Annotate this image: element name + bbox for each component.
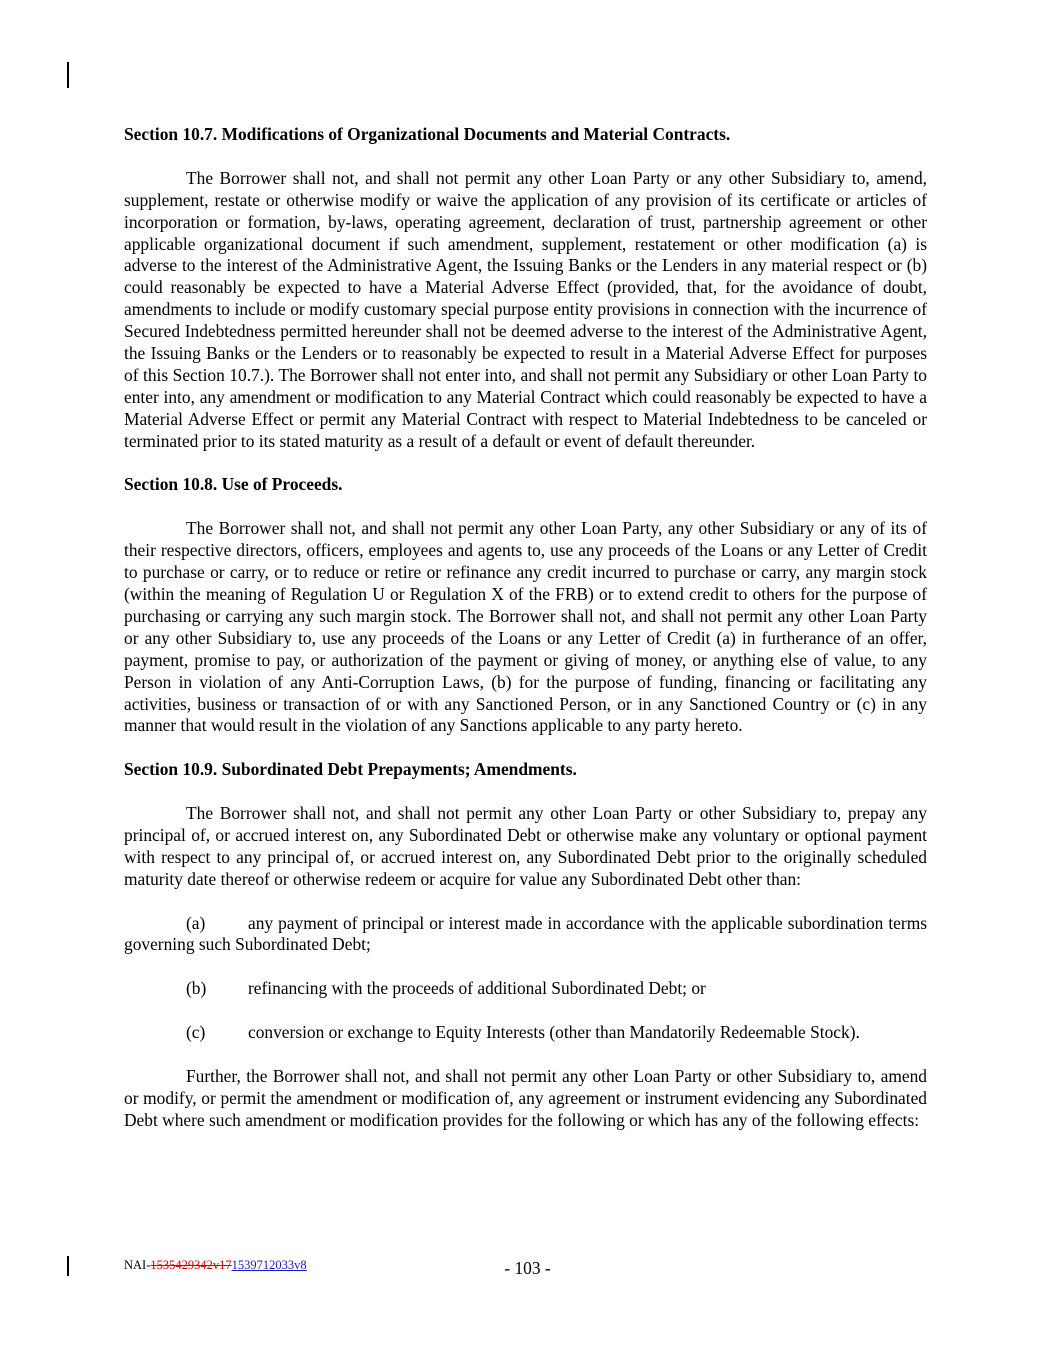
section-10-9-heading: Section 10.9. Subordinated Debt Prepayments; Amendments.: [124, 759, 577, 780]
list-marker: (a): [186, 912, 206, 933]
section-10-8-heading: Section 10.8. Use of Proceeds.: [124, 474, 343, 495]
doc-id-deleted: 1535429342v17: [150, 1258, 232, 1272]
section-10-9-paragraph: The Borrower shall not, and shall not permit any other Loan Party or other Subsidiary to, prepay any principal of, or accrued interest on, any Subordinated Debt or otherwise make any voluntary or optional payment with respect to any principal of, or accrued interest on, any Subordinated Debt prior to the originally scheduled maturity date thereof or otherwise redeem or acquire for value any Subordinated Debt other than:: [124, 803, 927, 889]
page-number: - 103 -: [504, 1258, 551, 1278]
list-marker: (b): [186, 978, 207, 999]
list-item-a: [124, 913, 927, 957]
list-item-text: conversion or exchange to Equity Interests (other than Mandatorily Redeemable Stock).: [248, 1022, 860, 1043]
doc-id-inserted: 1539712033v8: [231, 1258, 307, 1272]
section-10-8-paragraph: The Borrower shall not, and shall not permit any other Loan Party, any other Subsidiary or any of its of their respective directors, officers, employees and agents to, use any proceeds of the Loans or any Letter of Credit to purchase or carry, or to reduce or retire or refinance any credit incurred to purchase or carry, any margin stock (within the meaning of Regulation U or Regulation X of the FRB) or to extend credit to others for the purpose of purchasing or carrying any such margin stock. The Borrower shall not, and shall not permit any other Loan Party or any other Subsidiary to, use any proceeds of the Loans or any Letter of Credit (a) in furtherance of an offer, payment, promise to pay, or authorization of the payment or giving of money, or anything else of value, to any Person in violation of any Anti-Corruption Laws, (b) for the purpose of funding, financing or facilitating any activities, business or transaction of or with any Sanctioned Person, or in any Sanctioned Country or (c) in any manner that would result in the violation of any Sanctions applicable to any party hereto.: [124, 518, 927, 736]
list-item-text: any payment of principal or interest made in accordance with the applicable subordination terms governing such Subordinated Debt;: [124, 912, 927, 955]
document-page: [124, 124, 927, 1153]
doc-id-prefix: NAI-: [124, 1258, 151, 1272]
list-item-c: [124, 1022, 927, 1044]
list-item-text: refinancing with the proceeds of additional Subordinated Debt; or: [248, 978, 706, 999]
list-marker: (c): [186, 1022, 206, 1043]
section-10-9-paragraph-2: Further, the Borrower shall not, and shall not permit any other Loan Party or other Subsidiary to, amend or modify, or permit the amendment or modification of, any agreement or instrument evidencing any Subordinated Debt where such amendment or modification provides for the following or which has any of the following effects:: [124, 1065, 927, 1130]
change-bar-top: [67, 62, 69, 88]
section-10-7-heading: Section 10.7. Modifications of Organizational Documents and Material Contracts.: [124, 124, 731, 144]
section-10-7-paragraph: The Borrower shall not, and shall not permit any other Loan Party or any other Subsidiary to, amend, supplement, restate or otherwise modify or waive the application of any provision of its certificate or articles of incorporation or formation, by-laws, operating agreement, declaration of trust, partnership agreement or other applicable organizational document if such amendment, supplement, restatement or other modification (a) is adverse to the interest of the Administrative Agent, the Issuing Banks or the Lenders in any material respect or (b) could reasonably be expected to have a Material Adverse Effect (provided, that, for the avoidance of doubt, amendments to include or modify customary special purpose entity provisions in connection with the incurrence of Secured Indebtedness permitted hereunder shall not be deemed adverse to the interest of the Administrative Agent, the Issuing Banks or the Lenders or to reasonably be expected to result in a Material Adverse Effect for purposes of this Section 10.7.). The Borrower shall not enter into, and shall not permit any Subsidiary or other Loan Party to enter into, any amendment or modification to any Material Contract which could reasonably be expected to have a Material Adverse Effect or permit any Material Contract with respect to Material Indebtedness to be canceled or terminated prior to its stated maturity as a result of a default or event of default thereunder.: [124, 167, 927, 451]
list-item-b: [124, 978, 927, 1000]
